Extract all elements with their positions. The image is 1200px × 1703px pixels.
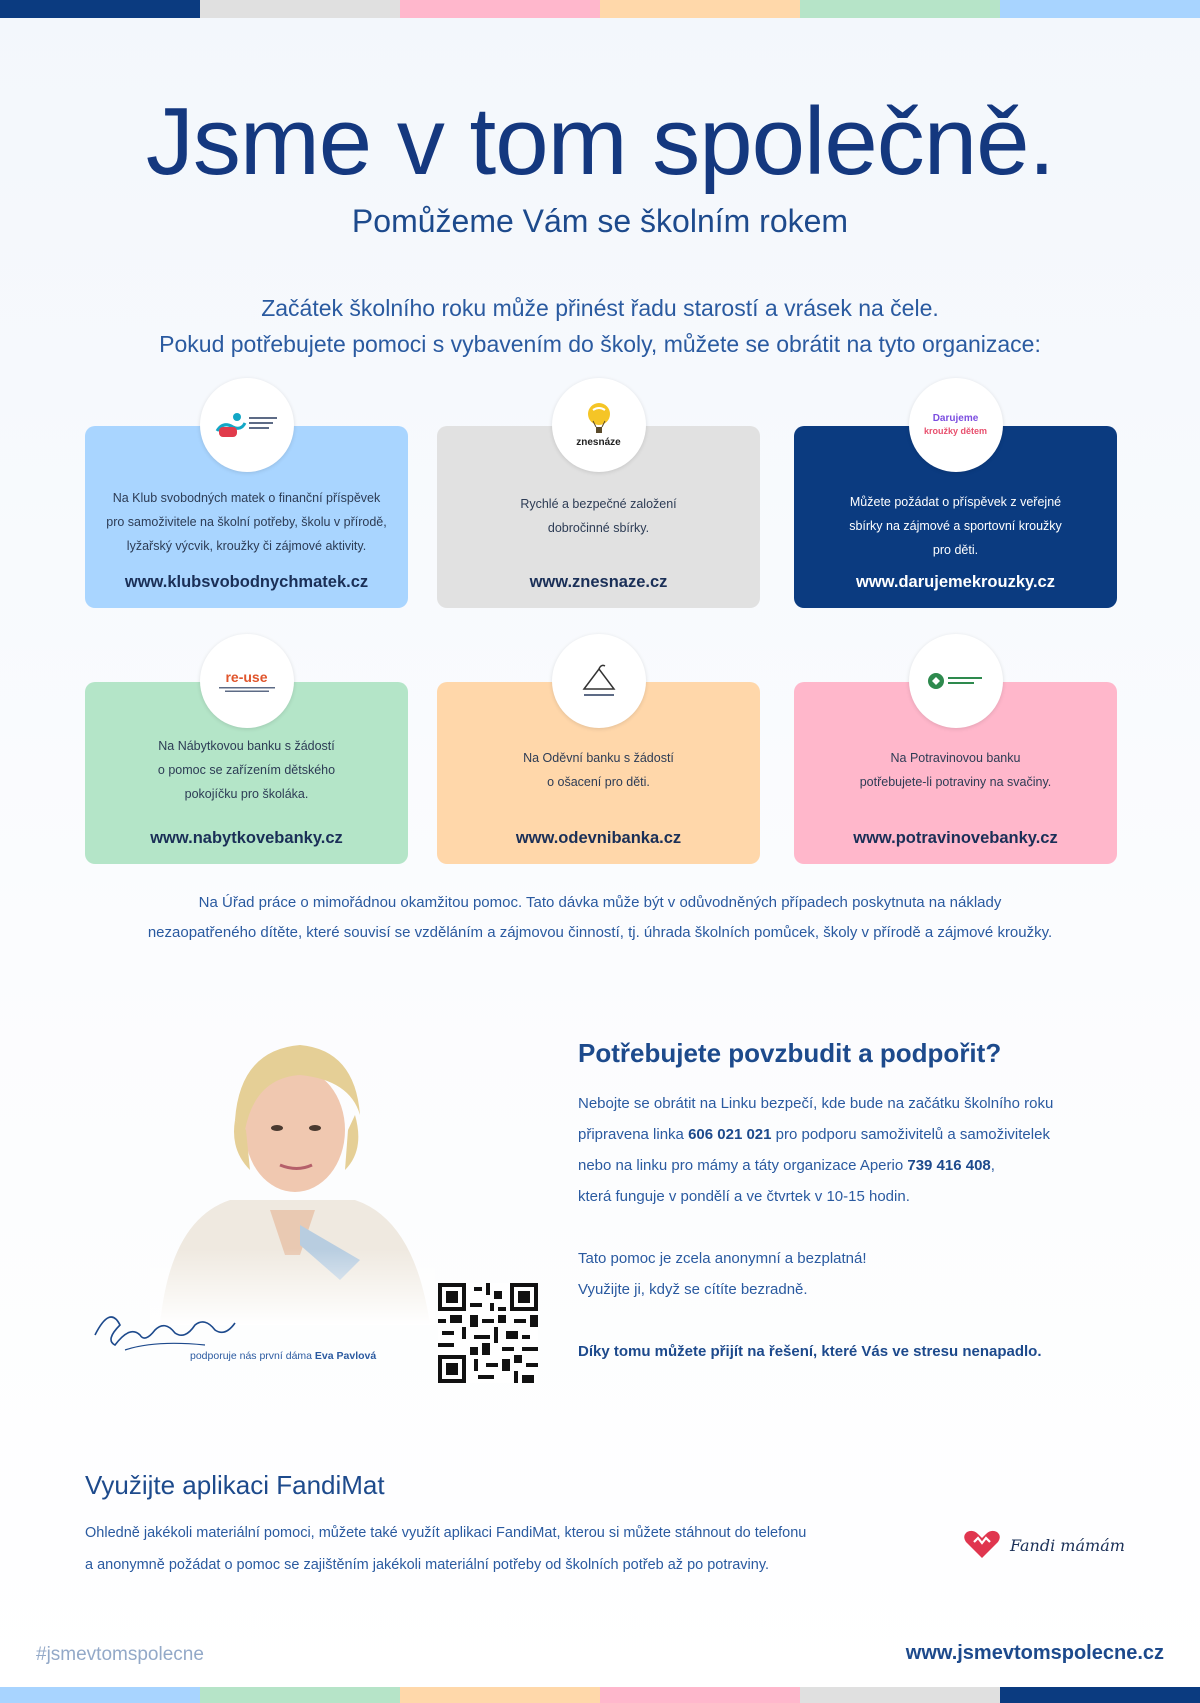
desc-line: Na Potravinovou banku [890, 751, 1021, 765]
footer-website-link[interactable]: www.jsmevtomspolecne.cz [905, 1642, 1164, 1664]
support-closing-text: Díky tomu můžete přijít na řešení, které Vás ve stresu nenapadlo. [578, 1343, 1042, 1360]
urad-prace-note [0, 888, 1200, 948]
app-text-line: Ohledně jakékoli materiální pomoci, můžete také využít aplikaci FandiMat, kterou si můžete stáhnout do telefonu [85, 1525, 807, 1541]
signature-caption [190, 1350, 376, 1362]
intro-line: Pokud potřebujete pomoci s vybavením do školy, můžete se obrátit na tyto organizace: [159, 331, 1041, 357]
desc-line: pro samoživitele na školní potřeby, školu v přírodě, [106, 515, 387, 529]
stripe-segment [400, 1687, 600, 1703]
support-text [578, 1088, 1138, 1398]
org-card-link[interactable]: www.potravinovebanky.cz [853, 829, 1058, 847]
note-line: nezaopatřeného dítěte, které souvisí se vzděláním a zájmovou činností, tj. úhrada školních pomůcek, školy v přírodě a zájmové kroužky. [147, 924, 1053, 941]
desc-line: Můžete požádat o příspěvek z veřejné [849, 495, 1062, 509]
znesnaze-balloon-logo-icon [552, 378, 646, 472]
support-paragraph [578, 1336, 1138, 1367]
phone-number-aperio[interactable]: 739 416 408 [907, 1157, 991, 1174]
stripe-segment [600, 0, 800, 18]
intro-text [0, 290, 1200, 362]
darujeme-krouzky-logo-icon [909, 378, 1003, 472]
org-card-klub-svobodnych-matek [85, 426, 408, 608]
org-card-link[interactable]: www.znesnaze.cz [529, 573, 668, 591]
desc-line: potřebujete-li potraviny na svačiny. [859, 775, 1052, 789]
org-card-description [806, 746, 1105, 794]
desc-line: dobročinné sbírky. [547, 521, 650, 535]
org-card-nabytkove-banky [85, 669, 408, 864]
darujeme-logo-subtext: kroužky dětem [923, 426, 988, 436]
potravinove-banky-logo-icon [909, 634, 1003, 728]
note-line: Na Úřad práce o mimořádnou okamžitou pomoc. Tato dávka může být v odůvodněných případech poskytnuta na náklady [198, 894, 1002, 911]
support-text-fragment: , [990, 1157, 995, 1174]
hashtag: #jsmevtomspolecne [36, 1644, 204, 1665]
support-paragraph [578, 1088, 1138, 1212]
app-heading: Využijte aplikaci FandiMat [85, 1470, 385, 1500]
support-text-fragment: která funguje v pondělí a ve čtvrtek v 10-15 hodin. [578, 1188, 910, 1205]
support-heading: Potřebujete povzbudit a podpořit? [578, 1038, 1002, 1068]
org-card-potravinove-banky [794, 682, 1117, 864]
darujeme-logo-text: Darujeme [932, 413, 979, 424]
stripe-segment [1000, 1687, 1200, 1703]
support-text-fragment: Nebojte se obrátit na Linku bezpečí, kde bude na začátku školního roku [578, 1095, 1054, 1112]
klub-svobodnych-matek-logo-icon [200, 378, 294, 472]
support-text-fragment: připravena linka [578, 1126, 689, 1143]
desc-line: sbírky na zájmové a sportovní kroužky [849, 519, 1062, 533]
desc-line: Na Klub svobodných matek o finanční příspěvek [112, 491, 381, 505]
org-card-link[interactable]: www.nabytkovebanky.cz [150, 829, 343, 847]
desc-line: o pomoc se zařízením dětského [157, 763, 336, 777]
stripe-segment [200, 1687, 400, 1703]
heart-icon [962, 1530, 1002, 1560]
desc-line: Na Oděvní banku s žádostí [523, 751, 674, 765]
desc-line: pokojíčku pro školáka. [184, 787, 309, 801]
desc-line: o ošacení pro děti. [547, 775, 650, 789]
znesnaze-logo-text: znesnáze [576, 436, 621, 448]
org-card-description [97, 734, 396, 806]
org-card-znesnaze [437, 426, 760, 608]
odevni-banka-logo-icon [552, 634, 646, 728]
stripe-segment [600, 1687, 800, 1703]
support-text-fragment: Tato pomoc je zcela anonymní a bezplatná! [578, 1250, 867, 1267]
desc-line: Rychlé a bezpečné založení [520, 497, 677, 511]
page-title: Jsme v tom společně. [145, 88, 1055, 195]
stripe-segment [1000, 0, 1200, 18]
org-card-description [449, 492, 748, 540]
signature-caption-prefix: podporuje nás první dáma [190, 1350, 312, 1362]
bottom-color-stripe [0, 1687, 1200, 1703]
top-color-stripe [0, 0, 1200, 18]
qr-code-icon[interactable] [438, 1283, 538, 1383]
support-paragraph [578, 1243, 1138, 1305]
stripe-segment [200, 0, 400, 18]
org-card-description [97, 486, 396, 558]
fandi-mamam-logo[interactable] [962, 1530, 1125, 1560]
stripe-segment [0, 1687, 200, 1703]
page-subtitle: Pomůžeme Vám se školním rokem [351, 203, 849, 239]
app-text [85, 1517, 945, 1581]
stripe-segment [800, 0, 1000, 18]
support-text-fragment: pro podporu samoživitelů a samoživitelek [771, 1126, 1050, 1143]
desc-line: Na Nábytkovou banku s žádostí [158, 739, 335, 753]
support-text-fragment: nebo na linku pro mámy a táty organizace Aperio [578, 1157, 908, 1174]
org-card-description [449, 746, 748, 794]
stripe-segment [800, 1687, 1000, 1703]
signature-caption-name: Eva Pavlová [314, 1350, 377, 1362]
org-card-odevni-banka [437, 682, 760, 864]
org-card-link[interactable]: www.odevnibanka.cz [515, 829, 682, 847]
support-text-fragment: Využijte ji, když se cítíte bezradně. [578, 1281, 808, 1298]
org-card-link[interactable]: www.darujemekrouzky.cz [856, 573, 1055, 591]
re-use-logo-text: re-use [225, 669, 268, 685]
org-card-darujeme-krouzky [794, 413, 1117, 608]
app-text-line: a anonymně požádat o pomoc se zajištěním jakékoli materiální potřeby od školních potřeb až po potraviny. [85, 1557, 770, 1573]
phone-number-linka-bezpeci[interactable]: 606 021 021 [688, 1126, 772, 1143]
stripe-segment [0, 0, 200, 18]
stripe-segment [400, 0, 600, 18]
org-card-link[interactable]: www.klubsvobodnychmatek.cz [124, 573, 369, 591]
desc-line: lyžařský výcvik, kroužky či zájmové aktivity. [126, 539, 367, 553]
desc-line: pro děti. [932, 543, 979, 557]
intro-line: Začátek školního roku může přinést řadu starostí a vrásek na čele. [261, 295, 939, 321]
fandi-mamam-logo-text: Fandi mámám [1010, 1535, 1125, 1555]
org-card-description [806, 490, 1105, 562]
re-use-logo-icon [200, 634, 294, 728]
portrait-photo [150, 1020, 435, 1325]
